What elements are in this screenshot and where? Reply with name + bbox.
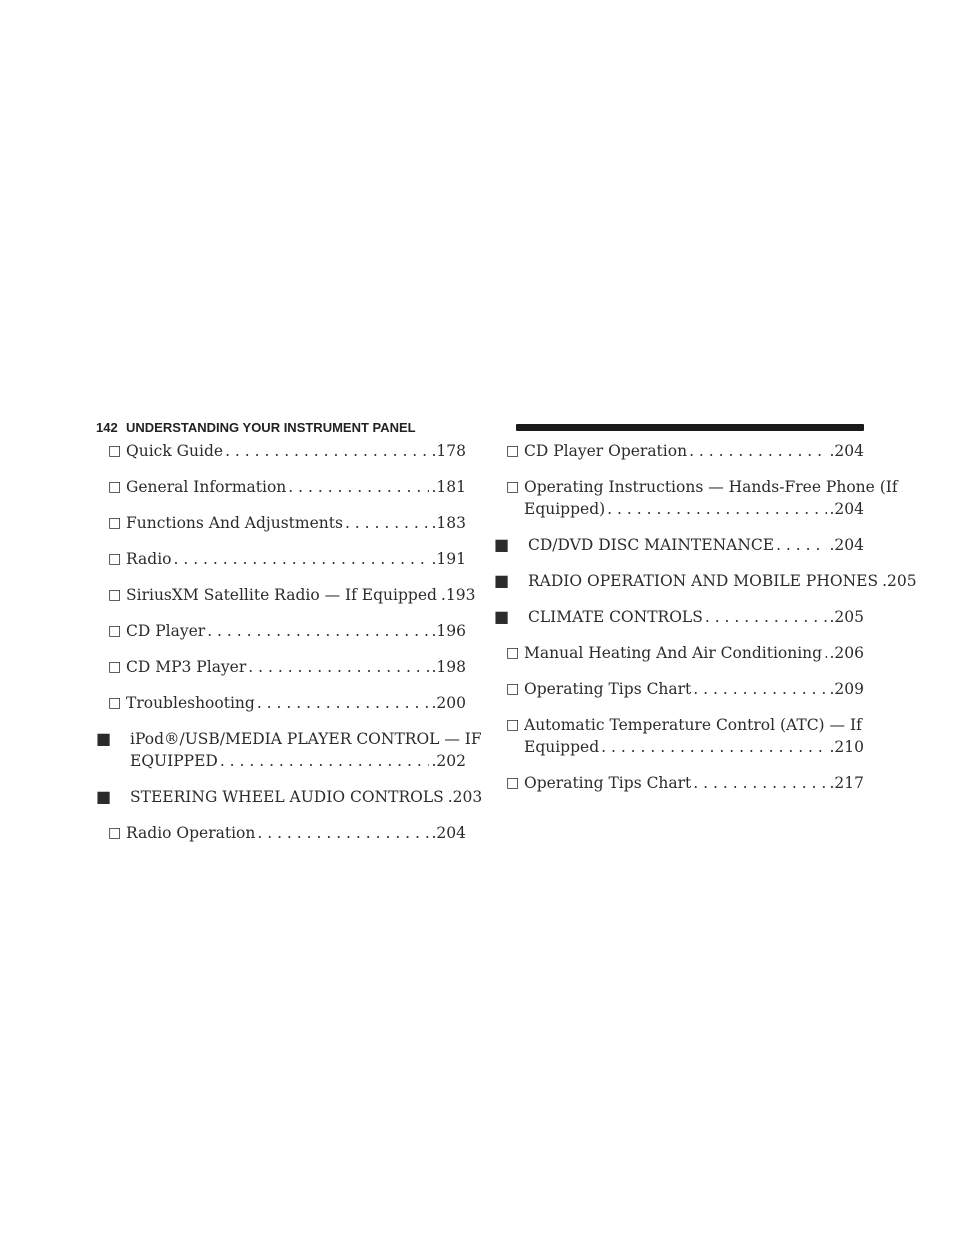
filled-square-bullet-icon: ■ [96,729,112,748]
toc-subsection-entry[interactable] [494,440,864,462]
toc-entry-title: General Information [126,478,287,496]
toc-entry-title: Radio [126,550,172,568]
dot-leader [705,606,828,628]
toc-subsection-entry[interactable] [494,642,864,664]
filled-square-bullet-icon: ■ [494,535,510,554]
toc-entry-title: Operating Instructions — Hands-Free Phone (If [524,478,898,496]
toc-page-number: .196 [431,622,466,640]
toc-entry-title: RADIO OPERATION AND MOBILE PHONES [528,572,879,590]
section-title: UNDERSTANDING YOUR INSTRUMENT PANEL [126,420,416,435]
toc-entry-title: Quick Guide [126,442,224,460]
dot-leader [689,440,827,462]
toc-entry-title-continued: Equipped) [524,500,606,518]
toc-page-number: .209 [829,680,864,698]
page-header [96,420,864,436]
dot-leader [257,692,430,714]
toc-page-number: .204 [829,442,864,460]
dot-leader [248,656,429,678]
toc-page-number: .200 [431,694,466,712]
open-square-bullet-icon: □ [108,659,122,675]
dot-leader [288,476,429,498]
open-square-bullet-icon: □ [108,695,122,711]
toc-entry-title: CD Player Operation [524,442,688,460]
toc-entry-title: Automatic Temperature Control (ATC) — If [524,716,862,734]
dot-leader [173,548,429,570]
toc-entry-title: Troubleshooting [126,694,255,712]
open-square-bullet-icon: □ [506,775,520,791]
open-square-bullet-icon: □ [108,515,122,531]
toc-left-column [96,440,483,858]
toc-subsection-entry[interactable] [96,476,466,498]
dot-leader [693,772,827,794]
toc-entry-title: CD Player [126,622,206,640]
toc-page-number: .202 [431,752,466,770]
open-square-bullet-icon: □ [506,717,520,733]
toc-entry-title: Radio Operation [126,824,256,842]
open-square-bullet-icon: □ [108,587,122,603]
toc-subsection-entry[interactable] [494,678,864,700]
open-square-bullet-icon: □ [506,681,520,697]
toc-page-number: .183 [431,514,466,532]
toc-entry-title: SiriusXM Satellite Radio — If Equipped [126,586,437,604]
toc-page-number: .204 [431,824,466,842]
toc-subsection-entry[interactable] [96,440,466,462]
toc-page-number: .191 [431,550,466,568]
dot-leader [220,750,430,772]
toc-subsection-entry[interactable] [96,512,466,534]
header-rule [516,424,864,431]
open-square-bullet-icon: □ [108,825,122,841]
toc-entry-title: Functions And Adjustments [126,514,343,532]
open-square-bullet-icon: □ [108,623,122,639]
toc-subsection-entry[interactable] [494,772,864,794]
open-square-bullet-icon: □ [108,443,122,459]
open-square-bullet-icon: □ [506,443,520,459]
toc-entry-title: Operating Tips Chart [524,680,692,698]
toc-page-number: .193 [440,586,476,604]
open-square-bullet-icon: □ [108,479,122,495]
open-square-bullet-icon: □ [108,551,122,567]
toc-page-number: .178 [431,442,466,460]
toc-page-number: .198 [431,658,466,676]
toc-page-number: .210 [829,738,864,756]
toc-page-number: .205 [829,608,864,626]
toc-section-entry[interactable] [494,534,864,556]
toc-page-number: .203 [447,788,483,806]
toc-entry-title: Operating Tips Chart [524,774,692,792]
toc-entry-title: Manual Heating And Air Conditioning [524,644,823,662]
filled-square-bullet-icon: ■ [96,787,112,806]
dot-leader [693,678,827,700]
toc-page-number: .204 [829,536,864,554]
dot-leader [257,822,429,844]
toc-section-entry[interactable] [494,606,864,628]
filled-square-bullet-icon: ■ [494,571,510,590]
filled-square-bullet-icon: ■ [494,607,510,626]
dot-leader [345,512,430,534]
toc-subsection-entry[interactable] [96,584,476,606]
dot-leader [601,736,827,758]
toc-section-entry[interactable] [96,786,483,808]
toc-entry-title: iPod®/USB/MEDIA PLAYER CONTROL — IF [130,730,482,748]
toc-section-entry[interactable] [494,570,917,592]
toc-subsection-entry[interactable] [494,714,864,758]
toc-subsection-entry[interactable] [494,476,898,520]
open-square-bullet-icon: □ [506,645,520,661]
toc-page-number: .206 [829,644,864,662]
toc-entry-title: STEERING WHEEL AUDIO CONTROLS [130,788,444,806]
dot-leader [824,642,827,664]
open-square-bullet-icon: □ [506,479,520,495]
toc-subsection-entry[interactable] [96,822,466,844]
toc-entry-title: CD MP3 Player [126,658,247,676]
toc-right-column [494,440,917,808]
toc-subsection-entry[interactable] [96,656,466,678]
dot-leader [207,620,429,642]
toc-page-number: .217 [829,774,864,792]
toc-entry-title-continued: Equipped [524,738,600,756]
toc-entry-title-continued: EQUIPPED [130,752,218,770]
toc-page-number: .205 [882,572,917,590]
toc-page-number: .204 [829,500,864,518]
toc-entry-title: CD/DVD DISC MAINTENANCE [528,536,775,554]
toc-page-number: .181 [431,478,466,496]
toc-subsection-entry[interactable] [96,692,466,714]
toc-subsection-entry[interactable] [96,548,466,570]
dot-leader [776,534,827,556]
page-number: 142 [96,420,118,435]
toc-subsection-entry[interactable] [96,620,466,642]
toc-entry-title: CLIMATE CONTROLS [528,608,703,626]
dot-leader [607,498,827,520]
toc-section-entry[interactable] [96,728,482,772]
dot-leader [225,440,429,462]
